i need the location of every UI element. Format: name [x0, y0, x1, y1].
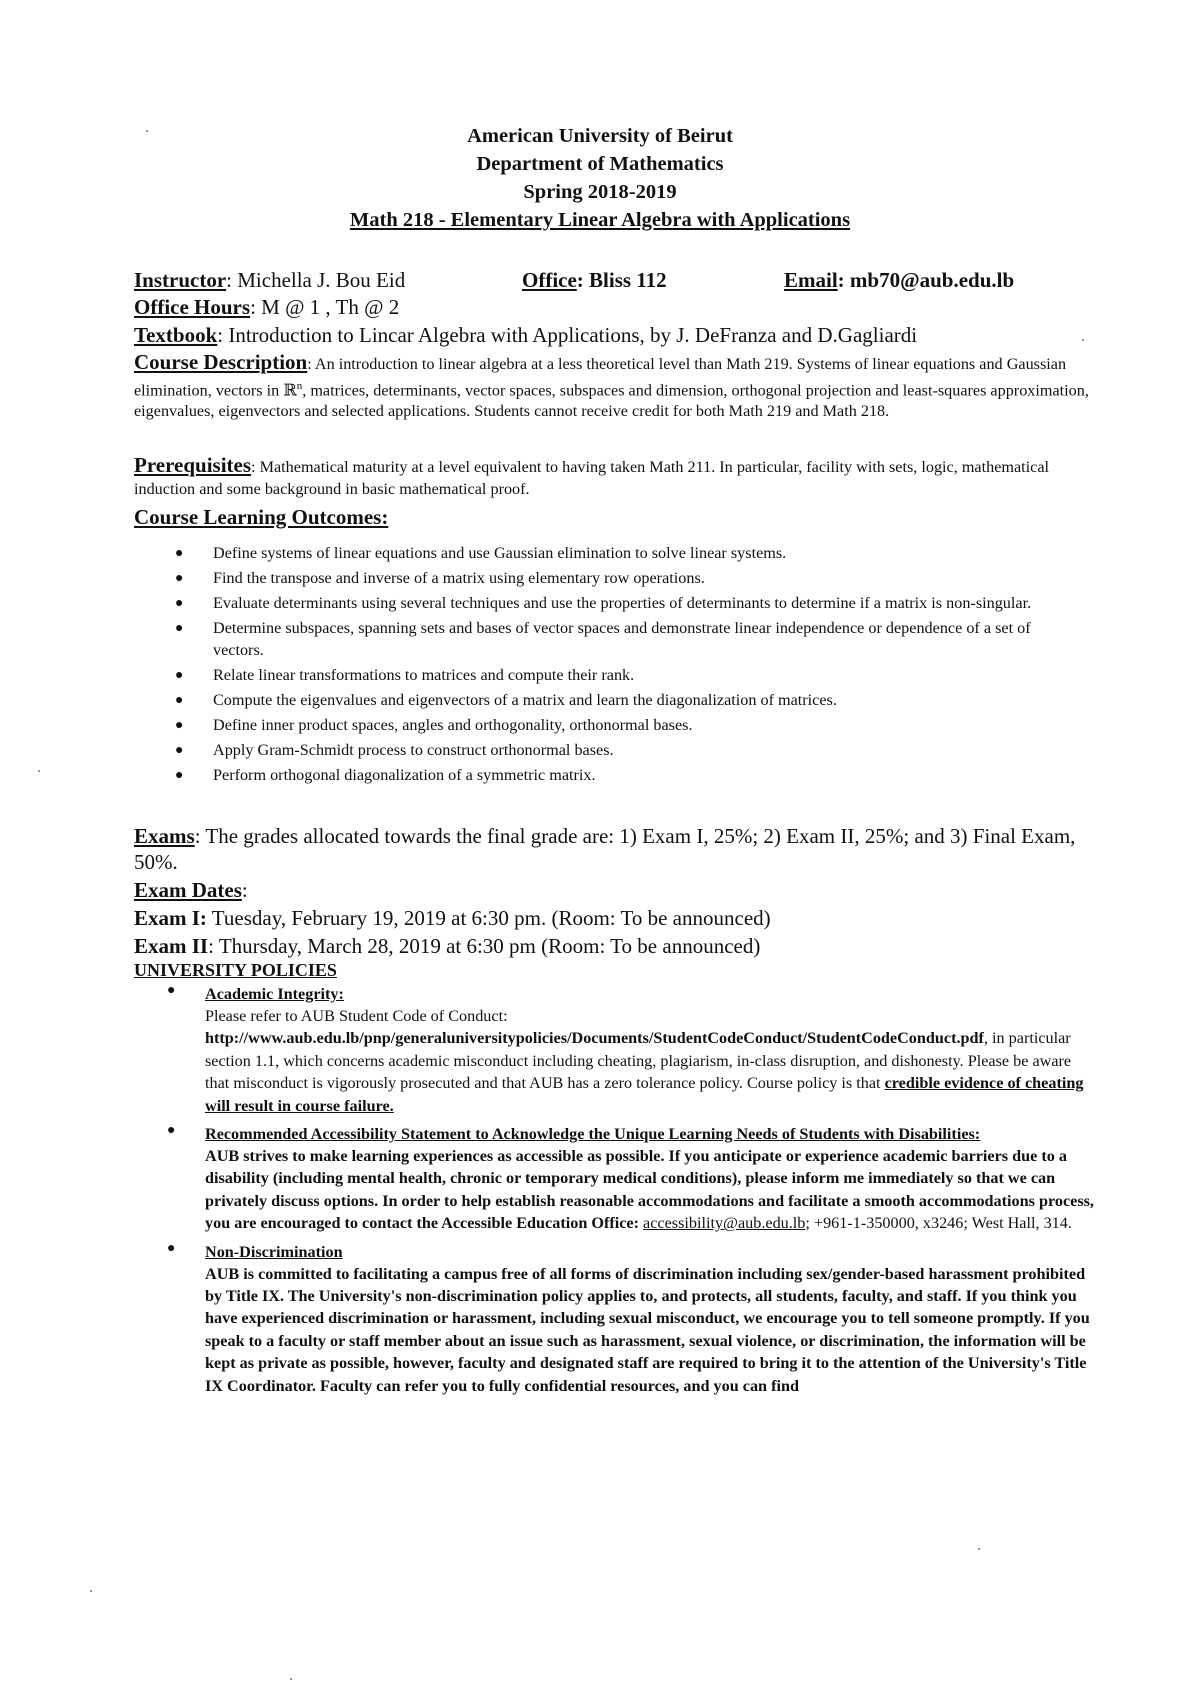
list-item: ● Define systems of linear equations and use Gaussian elimination to solve linear systems. [175, 544, 787, 562]
department-name: Department of Mathematics [476, 153, 724, 175]
list-item: ● Non-Discrimination AUB is committed to facilitating a campus free of all forms of discrimination including sex/gender-based harassment prohibited by Title IX. The University's non-discrimination policy applies to, and protects, all students, faculty, and staff. If you think you have experienced discrimination or harassment, including sexual misconduct, we encourage you to tell someone promptly. If you speak to a faculty or staff member about an issue such as harassment, sexual violence, or discrimination, the information will be kept as private as possible, however, faculty and designated staff are required to bring it to the attention of the University's Title IX Coordinator. Faculty can refer you to fully confidential resources, and you can find [160, 1241, 1095, 1397]
outcomes-list [175, 543, 1085, 790]
office-line [522, 268, 667, 293]
list-item: ● Relate linear transformations to matrices and compute their rank. [175, 665, 635, 684]
policies-list [160, 983, 1095, 1397]
course-description-label: Course Description [134, 350, 308, 374]
academic-integrity-title: Academic Integrity: [205, 985, 344, 1003]
scan-speck [1082, 339, 1084, 341]
list-item: ● Compute the eigenvalues and eigenvectors of a matrix and learn the diagonalization of matrices. [175, 690, 837, 709]
document-header [0, 122, 1200, 234]
scan-speck [90, 1590, 92, 1592]
outcomes-title: Course Learning Outcomes: [134, 505, 389, 529]
list-item: ● Apply Gram-Schmidt process to construct orthonormal bases. [175, 741, 614, 760]
non-discrimination-title: Non-Discrimination [205, 1242, 343, 1261]
exam-2-label: Exam II [134, 934, 209, 958]
email-line [784, 268, 1014, 293]
list-item: ● Recommended Accessibility Statement to Acknowledge the Unique Learning Needs of Students with Disabilities: AUB strives to make learning experiences as accessible as possible. If you anticipate or experience academic barriers due to a disability (including mental health, chronic or temporary medical conditions), please inform me immediately so that we can privately discuss options. In order to help establish reasonable accommodations and facilitate a smooth accommodations process, you are encouraged to contact the Accessible Education Office: accessibility@aub.edu.lb; +961-1-350000, x3246; West Hall, 314. [160, 1123, 1095, 1235]
list-item: ● Find the transpose and inverse of a matrix using elementary row operations. [175, 569, 705, 588]
code-of-conduct-link[interactable]: http://www.aub.edu.lb/pnp/generaluniversitypolicies/Documents/StudentCodeConduct/StudentCodeConduct.pdf [205, 1029, 984, 1048]
list-item: ● Define inner product spaces, angles and orthogonality, orthonormal bases. [175, 716, 693, 735]
accessibility-email-link[interactable]: accessibility@aub.edu.lb [643, 1214, 806, 1233]
prerequisites-label: Prerequisites [134, 453, 252, 477]
course-description-text-b: , matrices, determinants, vector spaces, subspaces and dimension, orthogonal projection and least-squares approximation, eigenvalues, eigenvectors and selected applications. Students cannot receive credit for both Math 219 and Math 218. [134, 380, 1089, 421]
scan-speck [146, 130, 148, 132]
rn-symbol: ℝ [283, 380, 297, 399]
exams-text: : The grades allocated towards the final grade are: 1) Exam I, 25%; 2) Exam II, 25%; and 3) Final Exam, 50%. [134, 824, 1076, 874]
exam-2-text: : Thursday, March 28, 2019 at 6:30 pm (Room: To be announced) [208, 934, 761, 958]
exam-dates-colon: : [241, 878, 248, 902]
exam-1-line [134, 906, 771, 931]
office-label: Office [522, 268, 577, 292]
academic-integrity-url-text [205, 1027, 1095, 1117]
exams-section [134, 823, 1094, 875]
prerequisites-text: : Mathematical maturity at a level equivalent to having taken Math 211. In particular, facility with sets, logic, mathematical induction and some background in basic mathematical proof. [134, 458, 1050, 498]
instructor-label: Instructor [134, 268, 227, 292]
rn-exponent: n [296, 379, 303, 392]
instructor-value: : Michella J. Bou Eid [226, 268, 406, 292]
accessibility-text: AUB strives to make learning experiences as accessible as possible. If you anticipate or experience academic barriers due to a disability (including mental health, chronic or temporary medical conditions), please inform me immediately so that we can privately discuss options. In order to help establish reasonable accommodations and facilitate a smooth accommodations process, you are encouraged to contact the Accessible Education Office: accessibility@aub.edu.lb; +961-1-350000, x3246; West Hall, 314. [205, 1147, 1094, 1233]
office-hours-value: : M @ 1 , Th @ 2 [250, 295, 400, 319]
office-value: : Bliss 112 [576, 268, 667, 292]
exams-label: Exams [134, 824, 195, 848]
university-name: American University of Beirut [467, 125, 733, 147]
scan-speck [290, 1678, 292, 1680]
textbook-line [134, 323, 917, 348]
exam-1-text: Tuesday, February 19, 2019 at 6:30 pm. (Room: To be announced) [206, 906, 771, 930]
exam-1-label: Exam I: [134, 906, 207, 930]
course-title: Math 218 - Elementary Linear Algebra with Applications [349, 209, 851, 231]
cheating-policy-emphasis: credible evidence of cheating will result in course failure. [205, 1074, 1084, 1115]
textbook-value: : Introduction to Lincar Algebra with Applications, by J. DeFranza and D.Gagliardi [217, 323, 918, 347]
instructor-line [134, 268, 405, 293]
textbook-label: Textbook [134, 323, 218, 347]
term: Spring 2018-2019 [523, 181, 677, 203]
list-item: ● Academic Integrity: Please refer to AUB Student Code of Conduct: http://www.aub.edu.lb/pnp/generaluniversitypolicies/Documents/StudentCodeConduct/StudentCodeConduct.pdf, in particular section 1.1, which concerns academic misconduct including cheating, plagiarism, in-class disruption, and dishonesty. Please be aware that misconduct is vigorously prosecuted and that AUB has a zero tolerance policy. Course policy is that credible evidence of cheating will result in course failure. [160, 983, 1095, 1117]
policies-title: UNIVERSITY POLICIES [134, 960, 337, 980]
email-label: Email [784, 268, 838, 292]
scan-speck [38, 770, 40, 772]
academic-integrity-ref: Please refer to AUB Student Code of Conduct: [205, 1007, 508, 1025]
email-value: : mb70@aub.edu.lb [837, 268, 1015, 292]
course-description-text-a: : An introduction to linear algebra at a less theoretical level than Math 219. Systems of linear equations and Gaussian elimination, vectors in [134, 355, 1067, 399]
exam-2-line [134, 934, 760, 959]
prerequisites [134, 455, 1094, 500]
accessibility-title: Recommended Accessibility Statement to Acknowledge the Unique Learning Needs of Students with Disabilities: [205, 1125, 981, 1144]
academic-integrity-text: , in particular section 1.1, which concerns academic misconduct including cheating, plagiarism, in-class disruption, and dishonesty. Please be aware that misconduct is vigorously prosecuted and that AUB has a zero tolerance policy. Course policy is that [205, 1029, 1072, 1093]
scan-speck [978, 1548, 980, 1550]
list-item: ● Evaluate determinants using several techniques and use the properties of determinants to determine if a matrix is non-singular. [175, 594, 1032, 613]
list-item: ● Determine subspaces, spanning sets and bases of vector spaces and demonstrate linear independence or dependence of a set of vectors. [175, 619, 1031, 659]
course-description [134, 352, 1094, 423]
list-item: ● Perform orthogonal diagonalization of a symmetric matrix. [175, 766, 596, 785]
office-hours-label: Office Hours [134, 295, 251, 319]
exam-dates-label: Exam Dates [134, 878, 242, 902]
office-hours-line [134, 295, 399, 320]
exam-dates-heading [134, 878, 248, 903]
non-discrimination-text: AUB is committed to facilitating a campus free of all forms of discrimination including sex/gender-based harassment prohibited by Title IX. The University's non-discrimination policy applies to, and protects, all students, faculty, and staff. If you think you have experienced discrimination or harassment, including sexual misconduct, we encourage you to tell someone promptly. If you speak to a faculty or staff member about an issue such as harassment, sexual violence, or discrimination, the information will be kept as private as possible, however, faculty and designated staff are required to bring it to the attention of the University's Title IX Coordinator. Faculty can refer you to fully confidential resources, and you can find [205, 1264, 1090, 1395]
